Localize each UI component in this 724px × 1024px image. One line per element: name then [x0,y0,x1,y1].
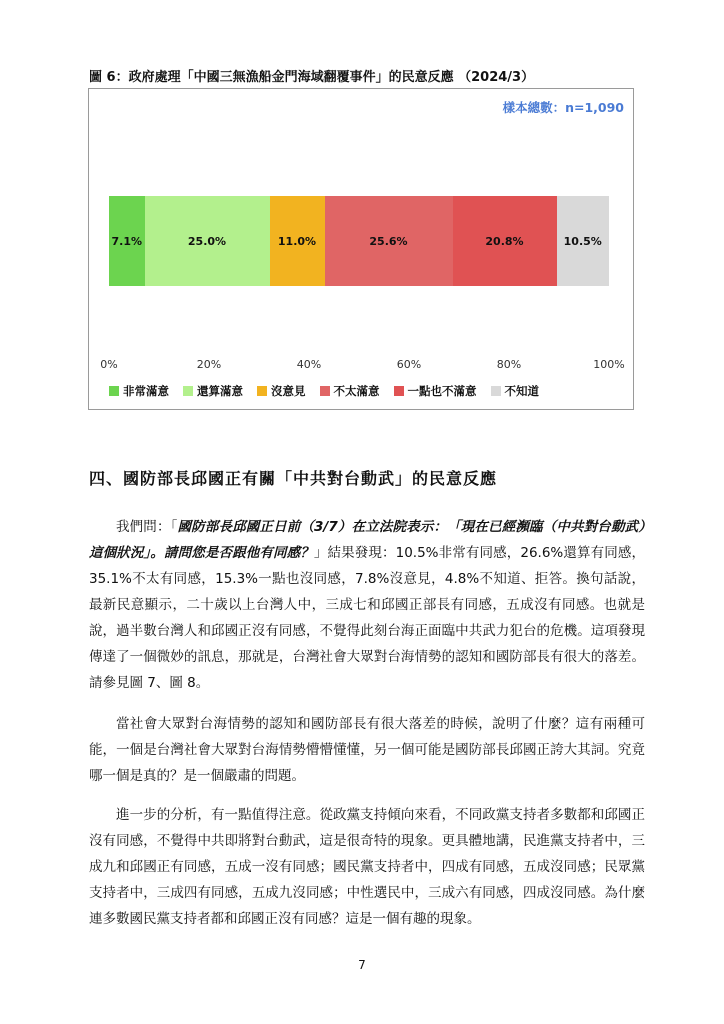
x-tick-label: 0% [100,358,118,371]
paragraph-1-lead: 我們問：「 [116,519,178,535]
legend-swatch [491,386,501,396]
paragraph-3: 進一步的分析，有一點值得注意。從政黨支持傾向來看，不同政黨支持者多數都和邱國正沒有同感，不覺得中共即將對台動武，這是很奇特的現象。更具體地講，民進黨支持者中，三成九和邱國正有同感，五成一沒有同感；國民黨支持者中，四成有同感，五成沒同感；民眾黨支持者中，三成四有同感，五成九沒同感；中性選民中，三成六有同感，四成沒同感。為什麼連多數國民黨支持者都和邱國正沒有同感？這是一個有趣的現象。 [89,807,645,927]
legend-swatch [183,386,193,396]
x-axis [100,358,625,372]
data-label: 11.0% [277,234,317,248]
x-tick-label: 80% [496,358,522,371]
legend-swatch [320,386,330,396]
legend-label: 非常滿意 [123,384,169,398]
bar-segment [145,196,270,286]
x-tick-label: 60% [396,358,422,371]
legend-item [394,383,477,399]
bar-segment [557,196,610,286]
stacked-bar [109,196,609,286]
data-label: 10.5% [563,234,602,248]
legend-swatch [257,386,267,396]
page-number: 7 [358,958,366,972]
chart-legend [109,383,539,399]
paragraph-1 [89,514,645,696]
figure-caption: 圖 6：政府處理「中國三無漁船金門海域翻覆事件」的民意反應 （2024/3） [89,70,535,85]
bar-segment [270,196,325,286]
bar-segment [109,196,145,286]
x-tick-label: 40% [296,358,322,371]
legend-item [491,383,540,399]
legend-label: 一點也不滿意 [407,384,477,398]
legend-swatch [394,386,404,396]
legend-item [109,383,169,399]
paragraph-1-body: 」結果發現：10.5%非常有同感，26.6%還算有同感，35.1%不太有同感，15.3%一點也沒同感，7.8%沒意見，4.8%不知道、拒答。換句話說，最新民意顯示，二十歲以上台灣人中，三成七和邱國正部長有同感，五成沒有同感。也就是說，過半數台灣人和邱國正沒有同感，不覺得此刻台海正面臨中共武力犯台的危機。這項發現傳達了一個微妙的訊息，那就是，台灣社會大眾對台海情勢的認知和國防部長有很大的落差。請參見圖 7、圖 8。 [89,545,646,691]
bar-segment [453,196,557,286]
paragraph-2: 當社會大眾對台海情勢的認知和國防部長有很大落差的時候，說明了什麼？這有兩種可能，一個是台灣社會大眾對台海情勢懵懵懂懂，另一個可能是國防部長邱國正誇大其詞。究竟哪一個是真的？是一個嚴肅的問題。 [89,716,645,784]
data-label: 20.8% [485,234,524,248]
section-title: 四、國防部長邱國正有關「中共對台動武」的民意反應 [89,469,498,488]
x-tick-label: 20% [196,358,222,371]
legend-item [320,383,380,399]
data-label: 25.6% [369,234,408,248]
stacked-bar-chart [88,88,634,410]
legend-swatch [109,386,119,396]
survey-question: 國防部長邱國正日前（3/7）在立法院表示：「現在已經瀕臨（中共對台動武）這個狀況」。請問您是否跟他有同感？ [89,519,646,561]
data-label: 25.0% [187,234,227,248]
bar-segment [325,196,453,286]
x-tick-label: 100% [593,358,625,371]
legend-label: 還算滿意 [197,384,243,398]
legend-label: 沒意見 [271,384,306,398]
legend-item [257,383,306,399]
sample-size-note: 樣本總數：n=1,090 [502,100,624,115]
legend-item [183,383,243,399]
data-label: 7.1% [111,234,142,248]
legend-label: 不太滿意 [333,384,380,398]
legend-label: 不知道 [504,384,539,398]
